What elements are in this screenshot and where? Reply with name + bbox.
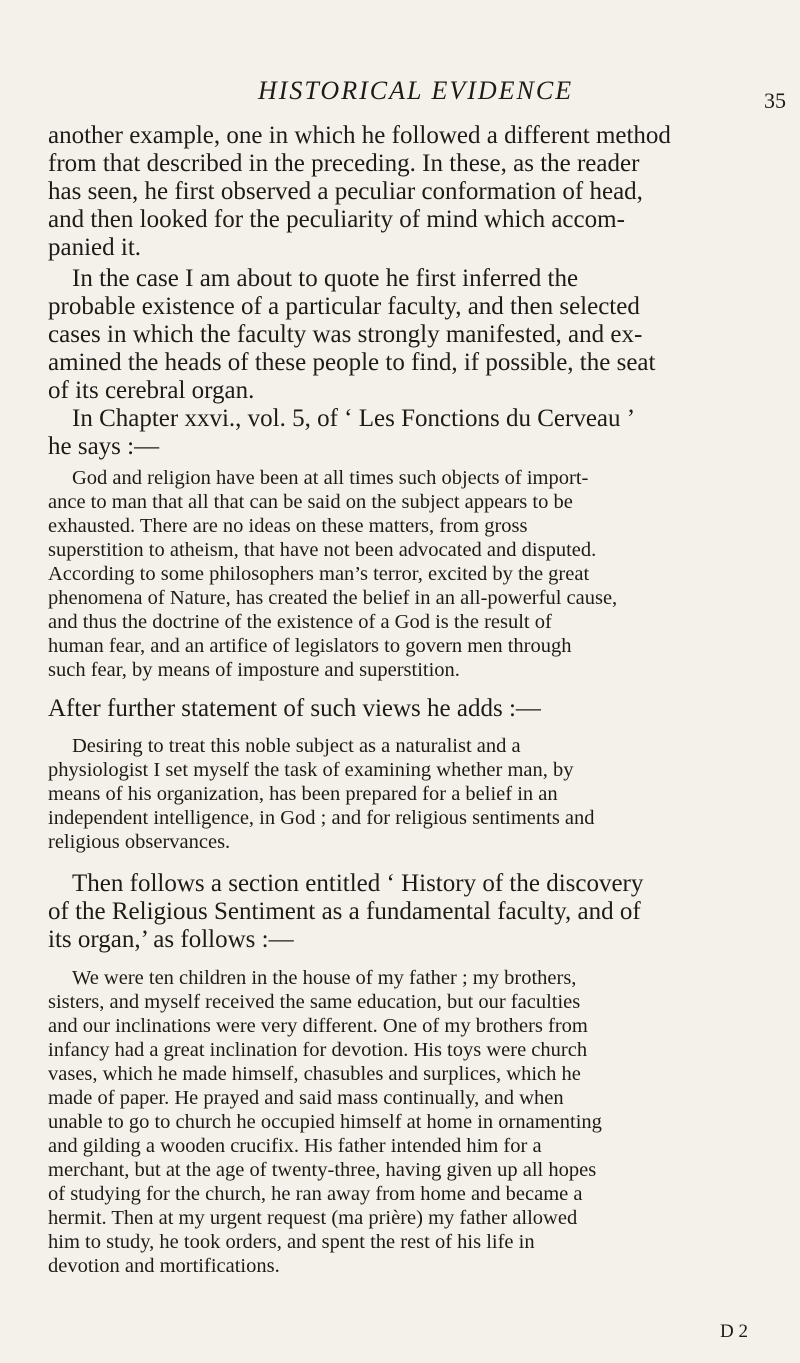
text-line: Then follows a section entitled ‘ History of the discovery (72, 870, 644, 897)
quote-line: infancy had a great inclination for devotion. His toys were church (48, 1039, 588, 1061)
quote-line: and our inclinations were very different. One of my brothers from (48, 1015, 588, 1037)
quote-line: merchant, but at the age of twenty-three, having given up all hopes (48, 1159, 597, 1181)
quote-line: of studying for the church, he ran away from home and became a (48, 1183, 583, 1205)
running-title: HISTORICAL EVIDENCE (258, 76, 574, 105)
text-line: In Chapter xxvi., vol. 5, of ‘ Les Fonctions du Cerveau ’ (72, 405, 636, 432)
quote-line: means of his organization, has been prepared for a belief in an (48, 783, 558, 805)
quote-line: God and religion have been at all times such objects of import- (72, 467, 589, 489)
quote-line: sisters, and myself received the same education, but our faculties (48, 991, 581, 1013)
quote-line: phenomena of Nature, has created the belief in an all-powerful cause, (48, 587, 618, 609)
text-line: has seen, he first observed a peculiar conformation of head, (48, 178, 643, 205)
text-line: and then looked for the peculiarity of mind which accom- (48, 206, 625, 233)
quote-line: such fear, by means of imposture and superstition. (48, 659, 460, 681)
quote-line: ance to man that all that can be said on the subject appears to be (48, 491, 573, 513)
quote-line: and thus the doctrine of the existence of a God is the result of (48, 611, 552, 633)
quote-line: and gilding a wooden crucifix. His father intended him for a (48, 1135, 542, 1157)
quote-line: unable to go to church he occupied himself at home in ornamenting (48, 1111, 602, 1133)
text-line: cases in which the faculty was strongly manifested, and ex- (48, 321, 643, 348)
quote-line: made of paper. He prayed and said mass continually, and when (48, 1087, 564, 1109)
quote-line: superstition to atheism, that have not been advocated and disputed. (48, 539, 597, 561)
quote-line: hermit. Then at my urgent request (ma prière) my father allowed (48, 1207, 578, 1229)
text-line: panied it. (48, 234, 142, 261)
quote-line: independent intelligence, in God ; and for religious sentiments and (48, 807, 595, 829)
page-number: 35 (764, 88, 786, 113)
quote-line: religious observances. (48, 831, 231, 853)
quote-line: physiologist I set myself the task of examining whether man, by (48, 759, 574, 781)
quote-line: devotion and mortifications. (48, 1255, 280, 1277)
quote-line: exhausted. There are no ideas on these matters, from gross (48, 515, 528, 537)
quote-line: him to study, he took orders, and spent the rest of his life in (48, 1231, 535, 1253)
text-line: In the case I am about to quote he first inferred the (72, 265, 579, 292)
text-line: from that described in the preceding. In these, as the reader (48, 150, 640, 177)
text-line: of the Religious Sentiment as a fundamental faculty, and of (48, 898, 641, 925)
text-line: After further statement of such views he adds :— (48, 695, 541, 722)
quote-line: Desiring to treat this noble subject as a naturalist and a (72, 735, 521, 757)
text-line: probable existence of a particular faculty, and then selected (48, 293, 640, 320)
text-line: of its cerebral organ. (48, 377, 255, 404)
text-line: amined the heads of these people to find, if possible, the seat (48, 349, 656, 376)
quote-line: According to some philosophers man’s terror, excited by the great (48, 563, 590, 585)
signature-mark: D 2 (720, 1321, 748, 1342)
quote-line: We were ten children in the house of my father ; my brothers, (72, 967, 577, 989)
text-line: its organ,’ as follows :— (48, 926, 294, 953)
quote-line: human fear, and an artifice of legislators to govern men through (48, 635, 572, 657)
text-line: another example, one in which he followed a different method (48, 122, 671, 149)
text-line: he says :— (48, 433, 160, 460)
quote-line: vases, which he made himself, chasubles and surplices, which he (48, 1063, 581, 1085)
